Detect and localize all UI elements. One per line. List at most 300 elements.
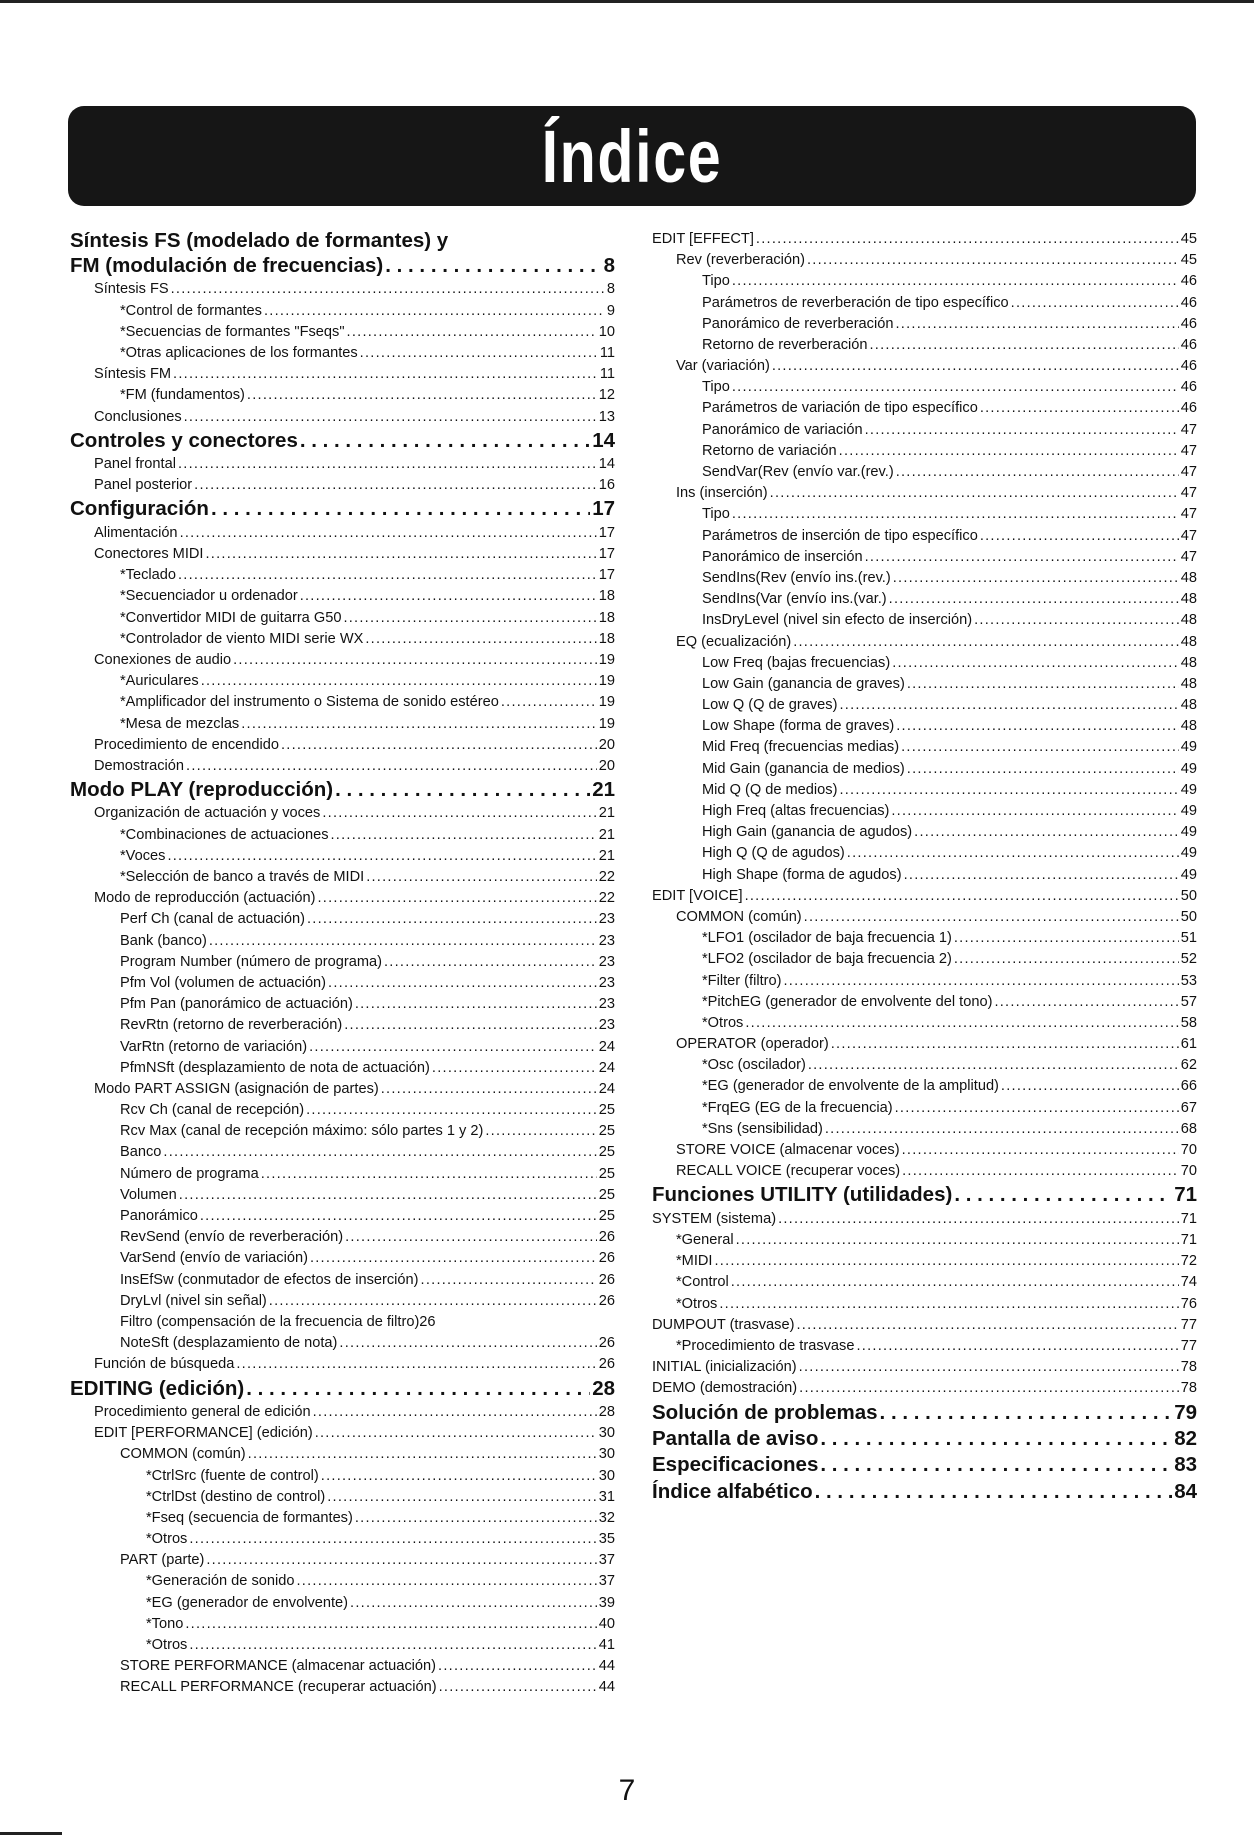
toc-leader-dots [902, 1161, 1179, 1182]
toc-page-number: 82 [1174, 1426, 1197, 1450]
toc-entry[interactable] [70, 1143, 615, 1164]
toc-entry[interactable] [70, 1593, 615, 1614]
toc-entry[interactable] [652, 356, 1197, 377]
toc-entry[interactable] [70, 1487, 615, 1508]
toc-heading[interactable] [652, 1479, 1197, 1505]
toc-page-number: 53 [1180, 972, 1197, 989]
toc-entry[interactable] [70, 804, 615, 825]
toc-entry-title: Ins (inserción) [676, 485, 768, 502]
toc-leader-dots [892, 653, 1179, 674]
toc-entry[interactable] [652, 420, 1197, 441]
toc-page-number: 46 [1180, 358, 1197, 375]
toc-entry[interactable] [70, 565, 615, 586]
toc-entry[interactable] [652, 271, 1197, 292]
toc-page-number: 25 [598, 1186, 615, 1203]
toc-page-number: 11 [599, 366, 615, 383]
toc-page-number: 26 [598, 1271, 615, 1288]
toc-leader-dots [313, 1402, 597, 1423]
toc-entry[interactable] [652, 1230, 1197, 1251]
toc-page-number: 9 [606, 302, 615, 319]
toc-entry[interactable] [70, 1402, 615, 1423]
toc-page-number: 48 [1180, 718, 1197, 735]
toc-entry[interactable] [652, 674, 1197, 695]
toc-page-number: 49 [1180, 824, 1197, 841]
toc-entry[interactable] [652, 568, 1197, 589]
toc-entry[interactable] [652, 801, 1197, 822]
toc-entry[interactable] [70, 952, 615, 973]
toc-entry[interactable] [70, 1656, 615, 1677]
toc-page-number: 26 [598, 1356, 615, 1373]
toc-entry[interactable] [652, 1119, 1197, 1140]
toc-entry[interactable] [70, 322, 615, 343]
toc-entry[interactable] [70, 888, 615, 909]
toc-page-number: 30 [598, 1425, 615, 1442]
toc-entry[interactable] [652, 1378, 1197, 1399]
toc-leader-dots [335, 777, 590, 803]
toc-leader-dots [344, 1015, 597, 1036]
toc-entry[interactable] [652, 377, 1197, 398]
toc-entry[interactable] [652, 293, 1197, 314]
toc-entry[interactable] [652, 653, 1197, 674]
toc-page-number: 23 [598, 911, 615, 928]
toc-page-number: 83 [1174, 1453, 1197, 1477]
toc-leader-dots [831, 1034, 1179, 1055]
toc-entry[interactable] [652, 1357, 1197, 1378]
toc-entry-title: Modo PART ASSIGN (asignación de partes) [94, 1080, 379, 1097]
toc-entry[interactable] [652, 632, 1197, 653]
toc-entry-title: Especificaciones [652, 1453, 819, 1477]
toc-page-number: 20 [598, 736, 615, 753]
toc-page-number: 37 [598, 1573, 615, 1590]
toc-page-number: 25 [598, 1144, 615, 1161]
toc-leader-dots [315, 1423, 597, 1444]
toc-page-number: 46 [1180, 273, 1197, 290]
toc-entry[interactable] [70, 608, 615, 629]
toc-leader-dots [185, 1614, 596, 1635]
toc-page-number: 44 [598, 1679, 615, 1696]
toc-entry-title: *Control [676, 1274, 729, 1291]
toc-leader-dots [163, 1143, 596, 1164]
toc-entry[interactable] [70, 714, 615, 735]
toc-page-number: 30 [598, 1446, 615, 1463]
toc-entry-title: *Procedimiento de trasvase [676, 1337, 855, 1354]
toc-leader-dots [355, 994, 597, 1015]
toc-heading[interactable] [652, 1400, 1197, 1426]
toc-entry[interactable] [70, 1312, 615, 1333]
toc-leader-dots [732, 504, 1179, 525]
toc-leader-dots [793, 632, 1179, 653]
toc-entry-title: PfmNSft (desplazamiento de nota de actuación) [120, 1059, 430, 1076]
toc-entry[interactable] [70, 586, 615, 607]
toc-entry[interactable] [70, 931, 615, 952]
toc-heading[interactable] [652, 1426, 1197, 1452]
toc-leader-dots [807, 250, 1179, 271]
toc-entry[interactable] [70, 1291, 615, 1312]
toc-entry[interactable] [70, 544, 615, 565]
toc-leader-dots [421, 1270, 597, 1291]
toc-entry-title: Mid Gain (ganancia de medios) [702, 760, 905, 777]
toc-page-number: 17 [598, 546, 615, 563]
toc-entry-title: *Otros [146, 1637, 188, 1653]
toc-leader-dots [1001, 1077, 1179, 1098]
toc-page-number: 14 [592, 428, 615, 452]
toc-leader-dots [439, 1677, 597, 1698]
toc-entry[interactable] [70, 523, 615, 544]
toc-entry-title: Mid Q (Q de medios) [702, 781, 838, 798]
toc-entry[interactable] [652, 462, 1197, 483]
toc-entry-title: Síntesis FS (modelado de formantes) y [70, 229, 449, 252]
toc-leader-dots [994, 992, 1178, 1013]
toc-entry[interactable] [652, 1077, 1197, 1098]
toc-entry[interactable] [652, 526, 1197, 547]
toc-page-number: 25 [598, 1208, 615, 1225]
toc-entry[interactable] [652, 229, 1197, 250]
toc-leader-dots [327, 1487, 597, 1508]
toc-entry[interactable] [652, 504, 1197, 525]
toc-entry[interactable] [70, 1508, 615, 1529]
toc-entry[interactable] [652, 335, 1197, 356]
toc-leader-dots [870, 335, 1179, 356]
toc-entry-title: EDITING (edición) [70, 1376, 245, 1400]
toc-entry-title: Panorámico de variación [702, 421, 863, 438]
toc-entry[interactable] [652, 822, 1197, 843]
toc-leader-dots [209, 931, 597, 952]
toc-entry-title: *Amplificador del instrumento o Sistema de sonido estéreo [120, 694, 499, 711]
toc-entry[interactable] [652, 1209, 1197, 1230]
toc-entry[interactable] [652, 716, 1197, 737]
toc-entry-title: DEMO (demostración) [652, 1380, 798, 1397]
toc-entry[interactable] [70, 454, 615, 475]
toc-entry-title: *Teclado [120, 567, 176, 584]
toc-page-number: 17 [598, 524, 615, 541]
toc-heading[interactable] [652, 1452, 1197, 1478]
toc-entry[interactable] [652, 441, 1197, 462]
toc-entry-title: *Selección de banco a través de MIDI [120, 869, 365, 886]
toc-page-number: 19 [598, 694, 615, 711]
toc-entry[interactable] [70, 909, 615, 930]
toc-page-number: 48 [1180, 697, 1197, 714]
toc-entry-title: *FrqEG (EG de la frecuencia) [702, 1099, 893, 1116]
toc-entry-title: *MIDI [676, 1253, 713, 1270]
toc-entry[interactable] [652, 1034, 1197, 1055]
toc-entry[interactable] [652, 314, 1197, 335]
toc-entry-title: *FM (fundamentos) [120, 387, 245, 404]
toc-entry[interactable] [70, 735, 615, 756]
toc-entry-title: Filtro (compensación de la frecuencia de filtro)26 [120, 1313, 436, 1330]
toc-leader-dots [350, 1593, 597, 1614]
toc-entry[interactable] [652, 250, 1197, 271]
toc-entry[interactable] [652, 971, 1197, 992]
toc-entry[interactable] [70, 1614, 615, 1635]
toc-entry[interactable] [652, 483, 1197, 504]
toc-entry[interactable] [70, 825, 615, 846]
toc-page-number: 16 [598, 477, 615, 494]
toc-entry[interactable] [652, 1098, 1197, 1119]
toc-entry[interactable] [652, 992, 1197, 1013]
toc-heading[interactable] [70, 1376, 615, 1402]
toc-entry[interactable] [70, 1571, 615, 1592]
toc-entry-title: EDIT [EFFECT] [652, 230, 754, 247]
toc-entry[interactable] [70, 994, 615, 1015]
toc-page-number: 17 [592, 497, 615, 521]
toc-entry-title: Tipo [702, 379, 730, 396]
toc-page-number: 11 [599, 344, 615, 361]
toc-leader-dots [799, 1357, 1179, 1378]
toc-heading[interactable] [652, 1182, 1197, 1208]
toc-entry-title: *Fseq (secuencia de formantes) [146, 1509, 353, 1526]
toc-entry[interactable] [652, 1013, 1197, 1034]
toc-entry[interactable] [652, 865, 1197, 886]
toc-entry[interactable] [652, 1055, 1197, 1076]
toc-entry-title: InsEfSw (conmutador de efectos de inserción) [120, 1271, 419, 1288]
toc-entry-title: *Auriculares [120, 673, 199, 690]
toc-entry[interactable] [70, 301, 615, 322]
toc-page-number: 10 [598, 323, 615, 340]
toc-entry[interactable] [652, 589, 1197, 610]
toc-leader-dots [307, 909, 597, 930]
toc-entry-title: *EG (generador de envolvente) [146, 1594, 349, 1611]
toc-page-number: 21 [598, 805, 615, 822]
toc-page-number: 19 [598, 651, 615, 668]
toc-entry[interactable] [652, 738, 1197, 759]
toc-entry-title: VarRtn (retorno de variación) [120, 1038, 308, 1055]
toc-leader-dots [309, 1037, 597, 1058]
toc-leader-dots [954, 1182, 1172, 1208]
toc-page-number: 28 [592, 1376, 615, 1400]
toc-page-number: 71 [1180, 1232, 1197, 1248]
toc-entry[interactable] [70, 1037, 615, 1058]
toc-page-number: 22 [598, 869, 615, 886]
toc-entry[interactable] [70, 650, 615, 671]
toc-entry[interactable] [70, 671, 615, 692]
toc-entry[interactable] [652, 610, 1197, 631]
toc-leader-dots [865, 547, 1179, 568]
toc-leader-dots [233, 650, 597, 671]
toc-entry-title: Pfm Pan (panorámico de actuación) [120, 996, 353, 1013]
toc-page-number: 26 [598, 1250, 615, 1267]
toc-leader-dots [820, 1452, 1172, 1478]
toc-page-number: 47 [1180, 464, 1197, 481]
toc-entry-title: SendVar(Rev (envío var.(rev.) [702, 464, 894, 481]
toc-entry[interactable] [652, 843, 1197, 864]
toc-leader-dots [384, 952, 597, 973]
toc-leader-dots [186, 756, 597, 777]
toc-entry[interactable] [652, 695, 1197, 716]
top-rule [0, 0, 1254, 3]
toc-leader-dots [907, 674, 1179, 695]
toc-entry[interactable] [70, 385, 615, 406]
toc-entry[interactable] [652, 1140, 1197, 1161]
toc-page-number: 26 [598, 1229, 615, 1246]
toc-leader-dots [173, 364, 598, 385]
toc-leader-dots [907, 759, 1179, 780]
toc-entry-title: *Filter (filtro) [702, 972, 782, 989]
toc-entry[interactable] [70, 1635, 615, 1656]
toc-leader-dots [178, 565, 597, 586]
toc-entry[interactable] [70, 846, 615, 867]
toc-entry[interactable] [70, 692, 615, 713]
toc-entry[interactable] [70, 1185, 615, 1206]
toc-leader-dots [820, 1426, 1172, 1452]
toc-entry-title: Demostración [94, 757, 185, 774]
toc-entry-title: Procedimiento general de edición [94, 1403, 311, 1420]
toc-entry-title: *EG (generador de envolvente de la amplitud) [702, 1078, 999, 1095]
page-number: 7 [618, 1774, 636, 1807]
toc-entry-title: SYSTEM (sistema) [652, 1210, 777, 1227]
toc-leader-dots [438, 1656, 597, 1677]
toc-entry-title: Panel frontal [94, 456, 176, 473]
toc-entry[interactable] [70, 1058, 615, 1079]
toc-entry[interactable] [70, 364, 615, 385]
toc-leader-dots [171, 279, 605, 300]
toc-entry[interactable] [70, 1423, 615, 1444]
toc-entry-title: RECALL PERFORMANCE (recuperar actuación) [120, 1679, 437, 1696]
toc-leader-dots [189, 1635, 596, 1656]
toc-entry[interactable] [70, 1164, 615, 1185]
toc-leader-dots [980, 399, 1179, 420]
toc-entry[interactable] [70, 1227, 615, 1248]
title-banner [68, 106, 1196, 206]
toc-heading[interactable] [70, 777, 615, 803]
toc-leader-dots [893, 568, 1179, 589]
toc-entry-title: Solución de problemas [652, 1400, 878, 1424]
toc-page-number: 49 [1180, 866, 1197, 883]
toc-entry[interactable] [70, 1466, 615, 1487]
toc-leader-dots [331, 825, 597, 846]
toc-entry[interactable] [652, 1294, 1197, 1315]
toc-entry[interactable] [652, 1272, 1197, 1293]
toc-entry-title: *Combinaciones de actuaciones [120, 826, 329, 843]
toc-entry-title: Conclusiones [94, 408, 182, 425]
toc-entry[interactable] [652, 780, 1197, 801]
toc-leader-dots [360, 343, 598, 364]
toc-leader-dots [808, 1055, 1179, 1076]
toc-entry[interactable] [652, 928, 1197, 949]
toc-page-number: 48 [1180, 675, 1197, 692]
toc-entry-title: Tipo [702, 506, 730, 523]
toc-entry[interactable] [652, 949, 1197, 970]
toc-entry[interactable] [652, 907, 1197, 928]
toc-leader-dots [902, 1140, 1179, 1161]
toc-page-number: 12 [598, 387, 615, 404]
toc-leader-dots [328, 973, 597, 994]
toc-entry[interactable] [70, 343, 615, 364]
toc-entry[interactable] [652, 1161, 1197, 1182]
toc-entry-title: DryLvl (nivel sin señal) [120, 1292, 267, 1309]
toc-page-number: 78 [1180, 1380, 1197, 1397]
toc-leader-dots [385, 253, 601, 279]
toc-entry-title: Banco [120, 1144, 162, 1161]
toc-entry[interactable] [652, 759, 1197, 780]
toc-entry-title: *LFO2 (oscilador de baja frecuencia 2) [702, 951, 952, 968]
toc-entry-title: OPERATOR (operador) [676, 1036, 829, 1053]
toc-page-number: 20 [598, 757, 615, 774]
toc-leader-dots [825, 1119, 1179, 1140]
toc-page-number: 30 [598, 1467, 615, 1484]
toc-entry[interactable] [70, 1015, 615, 1036]
toc-leader-dots [778, 1209, 1179, 1230]
toc-page-number: 47 [1180, 527, 1197, 544]
toc-heading[interactable] [70, 428, 615, 454]
toc-entry[interactable] [70, 475, 615, 496]
toc-entry[interactable] [652, 1315, 1197, 1336]
toc-page-number: 49 [1180, 845, 1197, 862]
toc-leader-dots [799, 1378, 1179, 1399]
toc-entry[interactable] [70, 629, 615, 650]
toc-heading[interactable] [70, 496, 615, 522]
toc-entry[interactable] [70, 973, 615, 994]
toc-entry[interactable] [652, 547, 1197, 568]
toc-entry-title: Número de programa [120, 1165, 259, 1182]
toc-leader-dots [167, 846, 596, 867]
toc-entry[interactable] [652, 399, 1197, 420]
toc-entry[interactable] [70, 867, 615, 888]
toc-heading[interactable] [70, 253, 615, 279]
toc-page-number: 48 [1180, 612, 1197, 629]
toc-leader-dots [732, 377, 1179, 398]
toc-page-number: 45 [1180, 230, 1197, 247]
toc-page-number: 47 [1180, 442, 1197, 459]
toc-heading[interactable] [70, 229, 615, 253]
toc-leader-dots [296, 1571, 596, 1592]
toc-entry[interactable] [70, 1079, 615, 1100]
toc-entry-title: Low Gain (ganancia de graves) [702, 675, 905, 692]
toc-entry[interactable] [70, 1270, 615, 1291]
toc-entry-title: Pfm Vol (volumen de actuación) [120, 974, 327, 991]
toc-leader-dots [189, 1529, 596, 1550]
toc-entry[interactable] [70, 1529, 615, 1550]
toc-entry-title: *CtrlSrc (fuente de control) [146, 1467, 319, 1484]
toc-entry[interactable] [70, 1206, 615, 1227]
toc-entry[interactable] [652, 1251, 1197, 1272]
toc-entry[interactable] [70, 407, 615, 428]
toc-entry[interactable] [70, 756, 615, 777]
toc-page-number: 48 [1180, 654, 1197, 671]
toc-entry[interactable] [70, 1248, 615, 1269]
toc-page-number: 40 [598, 1615, 615, 1632]
toc-page-number: 71 [1174, 1183, 1197, 1207]
toc-page-number: 21 [598, 826, 615, 843]
toc-leader-dots [178, 454, 597, 475]
toc-page-number: 66 [1180, 1078, 1197, 1095]
toc-entry[interactable] [70, 1550, 615, 1571]
toc-page-number: 21 [592, 778, 615, 802]
toc-leader-dots [714, 1251, 1178, 1272]
toc-leader-dots [839, 441, 1179, 462]
toc-entry[interactable] [70, 1677, 615, 1698]
toc-leader-dots [954, 949, 1179, 970]
toc-leader-dots [772, 356, 1179, 377]
toc-entry[interactable] [70, 1121, 615, 1142]
toc-page-number: 76 [1180, 1295, 1197, 1312]
toc-entry[interactable] [70, 1100, 615, 1121]
toc-entry[interactable] [652, 1336, 1197, 1357]
toc-entry-title: Controles y conectores [70, 428, 298, 452]
toc-entry[interactable] [652, 886, 1197, 907]
toc-entry[interactable] [70, 1444, 615, 1465]
toc-entry[interactable] [70, 1333, 615, 1354]
toc-leader-dots [300, 428, 590, 454]
toc-page-number: 70 [1180, 1142, 1197, 1159]
toc-entry-title: *General [676, 1232, 734, 1248]
toc-page-number: 48 [1180, 569, 1197, 586]
toc-leader-dots [815, 1479, 1173, 1505]
toc-leader-dots [974, 610, 1179, 631]
toc-entry-title: Retorno de reverberación [702, 336, 868, 353]
toc-page-number: 77 [1180, 1337, 1197, 1354]
toc-entry[interactable] [70, 1354, 615, 1375]
toc-entry[interactable] [70, 279, 615, 300]
